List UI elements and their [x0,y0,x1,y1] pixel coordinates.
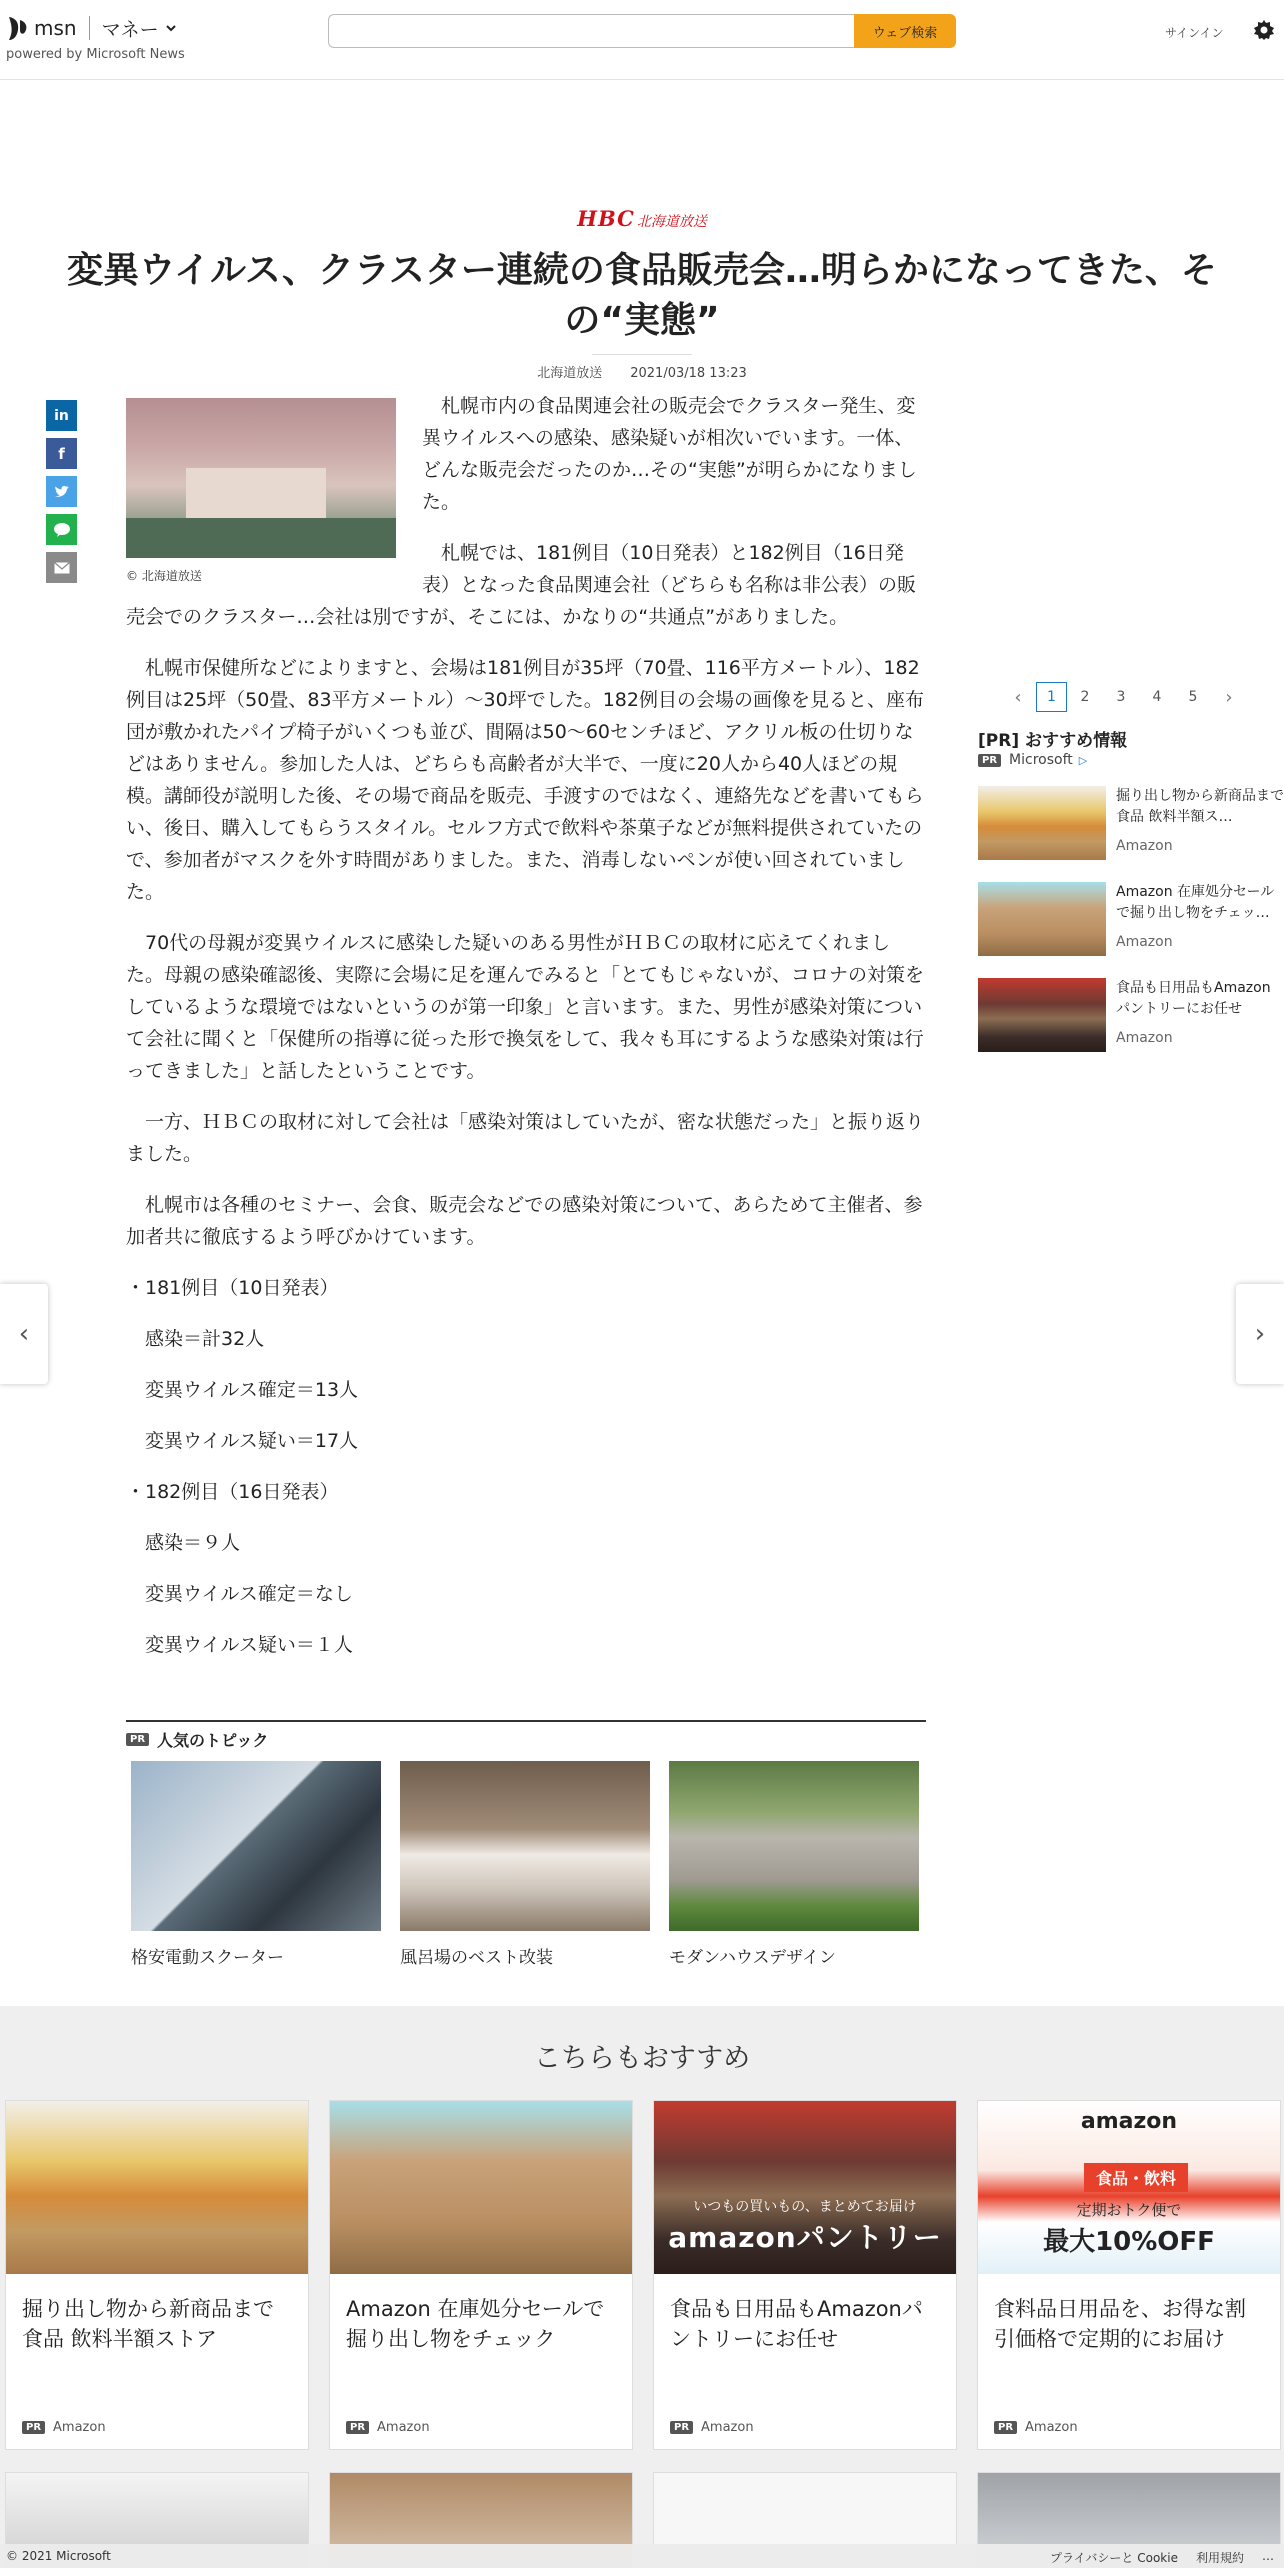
topic-image [669,1761,919,1931]
card-meta [994,2420,1078,2435]
pr-badge: PR [22,2421,45,2434]
source-logo-text: HBC [577,206,635,231]
topic-card[interactable] [131,1761,381,1968]
powered-by: powered by Microsoft News [6,47,185,62]
terms-link[interactable]: 利用規約 [1195,2551,1244,2565]
share-bar [46,400,77,590]
topic-card[interactable] [669,1761,919,1968]
section-label: マネー [101,18,159,41]
lead-photo [126,398,396,558]
topics-title: 人気のトピック [157,1731,269,1750]
pager-page[interactable]: 5 [1188,689,1198,705]
pager-page[interactable]: 1 [1036,682,1067,712]
rail-list [978,786,1284,1074]
paragraph: 一方、ＨＢＣの取材に対して会社は「感染対策はしていたが、密な状態だった」と振り返りました。 [126,1111,925,1165]
card-source: Amazon [1025,2420,1078,2435]
topic-grid [126,1761,926,1968]
card-image-text: amazon [1080,2109,1178,2134]
topic-label: 格安電動スクーター [131,1948,284,1968]
web-search-button[interactable]: ウェブ検索 [854,14,956,48]
card-title: Amazon 在庫処分セールで掘り出し物をチェック [346,2297,605,2351]
card-image [6,2101,308,2274]
also-recommended-title: こちらもおすすめ [533,2043,751,2074]
rail-item-by: Amazon [1116,934,1173,950]
topic-label: モダンハウスデザイン [669,1948,836,1968]
topic-image [131,1761,381,1931]
paragraph: 70代の母親が変異ウイルスに感染した疑いのある男性がＨＢＣの取材に応えてくれました。母親の感染確認後、実際に会場に足を運んでみると「とてもじゃないが、コロナの対策をしているような環境ではないというのが第一印象」と言います。また、男性が感染対策について会社に聞くと「保健所の指導に従った形で換気をして、我々も耳にするような感染対策は行ってきました」と話したということです。 [126,932,925,1082]
pager-page[interactable]: 4 [1152,689,1162,705]
image-caption: © 北海道放送 [126,569,202,583]
rail-item-text: Amazon 在庫処分セールで掘り出し物をチェッ… [1116,884,1275,921]
pr-badge: PR [126,1733,149,1746]
card-source: Amazon [701,2420,754,2435]
card-meta [346,2420,430,2435]
rail-item-image [978,786,1106,860]
more-link[interactable]: … [1262,2549,1274,2563]
msn-logo[interactable] [6,14,177,42]
topic-image [400,1761,650,1931]
linkedin-share-icon[interactable]: in [46,400,77,431]
msn-butterfly-icon [6,14,30,42]
recommend-card[interactable] [653,2100,957,2450]
article-source[interactable]: 北海道放送 [537,366,603,381]
card-source: Amazon [53,2420,106,2435]
recommend-card[interactable] [977,2100,1281,2450]
next-article-button[interactable] [1236,1284,1284,1384]
case-182-line: 変異ウイルス確定＝なし [145,1583,353,1605]
card-title: 食品も日用品もAmazonパントリーにお任せ [670,2297,923,2351]
card-image-subtext: 定期おトク便で [1076,2201,1182,2219]
pager-prev-icon[interactable]: ‹ [1014,686,1022,708]
rail-title: [PR] おすすめ情報 [978,731,1128,751]
rail-item-by: Amazon [1116,838,1173,854]
twitter-bird-icon [54,485,70,499]
rail-pager [1000,682,1247,712]
rail-item[interactable] [978,978,1284,1074]
rail-item-body [1106,786,1284,882]
paragraph: 札幌では、181例目（10日発表）と182例目（16日発表）となった食品関連会社（どちらも名称は非公表）の販売会でのクラスター…会社は別ですが、そこには、かなりの“共通点”がありました。 [126,542,917,628]
source-logo-sub: 北海道放送 [636,214,707,230]
article-body [126,390,926,1680]
recommend-cards [5,2100,1281,2450]
case-182-line: 変異ウイルス疑い＝１人 [145,1634,353,1656]
case-181-line: 感染＝計32人 [145,1328,265,1350]
case-181-line: 変異ウイルス確定＝13人 [145,1379,359,1401]
twitter-share-icon[interactable] [46,476,77,507]
mail-share-icon[interactable] [46,552,77,583]
recommend-card[interactable] [5,2100,309,2450]
card-image-text: amazonパントリー [668,2221,942,2254]
footer-links [1050,2549,1274,2566]
card-source: Amazon [377,2420,430,2435]
article-title: 変異ウイルス、クラスター連続の食品販売会…明らかになってきた、その“実態” [67,250,1217,341]
card-title: 食料品日用品を、お得な割引価格で定期的にお届け [994,2297,1246,2351]
paragraph: 札幌市内の食品関連会社の販売会でクラスター発生、変異ウイルスへの感染、感染疑いが相次いでいます。一体、どんな販売会だったのか…その“実態”が明らかになりました。 [422,395,917,513]
byline-divider [592,354,692,355]
card-image-subtext: いつもの買いもの、まとめてお届け [693,2199,917,2215]
previous-article-button[interactable] [0,1284,48,1384]
paragraph: 札幌市保健所などによりますと、会場は181例目が35坪（70畳、116平方メートル）、182例目は25坪（50畳、83平方メートル）～30坪でした。182例目の会場の画像を見ると、座布団が敷かれたパイプ椅子がいくつも並び、間隔は50～60センチほど、アクリル板の仕切りなどはありません。参加した人は、どちらも高齢者が大半で、一度に20人から40人ほどの規模。講師役が説明した後、その場で商品を販売、手渡すのではなく、連絡先などを書いてもらい、後日、購入してもらうスタイル。セルフ方式で飲料や茶菓子などが無料提供されていたので、参加者がマスクを外す時間がありました。また、消毒しないペンが使い回されていました。 [126,657,924,903]
pr-badge: PR [670,2421,693,2434]
rail-item-image [978,882,1106,956]
topic-card[interactable] [400,1761,650,1968]
line-share-icon[interactable] [46,514,77,545]
pr-badge: PR [994,2421,1017,2434]
rail-item-image [978,978,1106,1052]
pr-badge: PR [978,754,1001,767]
rail-source [978,752,1087,768]
footer [0,2544,1284,2568]
rail-item-body [1106,978,1284,1074]
card-image-headline: 最大10%OFF [1043,2227,1215,2257]
top-header [0,0,1284,80]
privacy-link[interactable]: プライバシーと Cookie [1050,2551,1178,2565]
pr-badge: PR [346,2421,369,2434]
signin-link[interactable]: サインイン [1165,26,1224,40]
section-menu[interactable] [102,15,177,42]
paragraph: 札幌市は各種のセミナー、会食、販売会などでの感染対策について、あらためて主催者、参加者共に徹底するよう呼びかけています。 [126,1194,923,1248]
article-datetime: 2021/03/18 13:23 [630,366,747,381]
chevron-right-icon: › [1254,1319,1266,1349]
topic-label: 風呂場のベスト改装 [400,1948,553,1968]
search-input[interactable] [328,14,856,48]
facebook-share-icon[interactable]: f [46,438,77,469]
popular-topics [126,1720,926,1968]
byline [0,362,1284,381]
envelope-icon [54,562,70,574]
line-bubble-icon [53,522,71,538]
gear-icon[interactable] [1252,18,1276,42]
source-logo[interactable] [0,206,1284,231]
case-181-line: 変異ウイルス疑い＝17人 [145,1430,359,1452]
rail-source-name: Microsoft [1009,752,1073,768]
also-recommended [0,2006,1284,2568]
topics-header [126,1728,926,1751]
pager-page[interactable]: 3 [1116,689,1126,705]
case-181-heading: ・181例目（10日発表） [126,1277,339,1299]
rail-item-text: 掘り出し物から新商品まで 食品 飲料半額ス… [1116,788,1284,825]
card-image [330,2101,632,2274]
chevron-down-icon [165,22,177,34]
pager-page[interactable]: 2 [1080,689,1090,705]
case-182-line: 感染＝９人 [145,1532,241,1554]
lead-image[interactable] [126,398,396,584]
pager-next-icon[interactable]: › [1225,686,1233,708]
chevron-left-icon: ‹ [18,1319,30,1349]
card-meta [670,2420,754,2435]
card-image-badge: 食品・飲料 [1084,2163,1188,2192]
rail-item-by: Amazon [1116,1030,1173,1046]
logo-text: msn [34,16,77,40]
rail-item[interactable] [978,882,1284,978]
adchoices-icon[interactable]: ▷ [1078,753,1088,767]
rail-item[interactable] [978,786,1284,882]
card-title: 掘り出し物から新商品まで 食品 飲料半額ストア [22,2297,274,2351]
logo-divider [89,16,90,40]
case-182-heading: ・182例目（16日発表） [126,1481,339,1503]
card-meta [22,2420,106,2435]
card-image [978,2101,1280,2274]
recommend-card[interactable] [329,2100,633,2450]
card-image [654,2101,956,2274]
rail-item-body [1106,882,1284,978]
copyright: © 2021 Microsoft [6,2549,111,2563]
rail-item-text: 食品も日用品もAmazonパントリーにお任せ [1116,980,1271,1017]
